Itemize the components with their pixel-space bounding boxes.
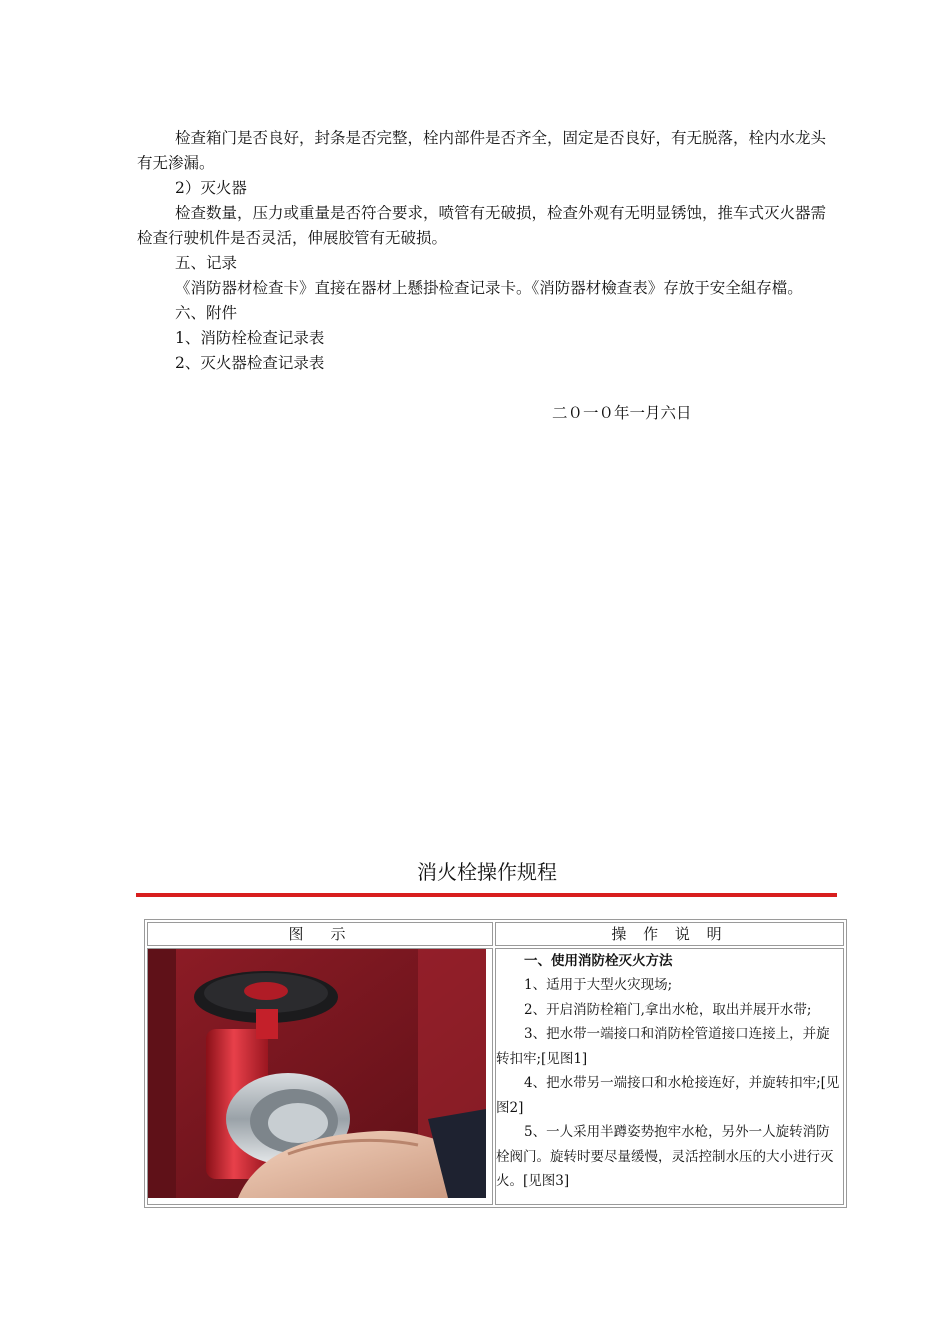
heading-records: 五、记录	[175, 254, 238, 272]
column-header-illustration: 图 示	[147, 922, 493, 946]
title-underline	[136, 893, 837, 897]
step-4: 4、把水带另一端接口和水枪接连好，并旋转扣牢;[见图2]	[496, 1075, 840, 1116]
step-2: 2、开启消防栓箱门,拿出水枪，取出并展开水带;	[524, 1001, 812, 1018]
heading-extinguisher: 2）灭火器	[175, 179, 247, 197]
illustration-cell	[147, 948, 493, 1205]
procedure-table	[144, 919, 847, 1208]
instructions-cell	[495, 948, 844, 1205]
document-date: 二０一０年一月六日	[552, 404, 692, 422]
step-3: 3、把水带一端接口和消防栓管道接口连接上，并旋转扣牢;[见图1]	[496, 1026, 830, 1067]
paragraph-inspect-extinguisher: 检查数量，压力或重量是否符合要求，喷管有无破损，检查外观有无明显锈蚀，推车式灭火器需检查行驶机件是否灵活，伸展胶管有无破损。	[137, 204, 827, 247]
paragraph-records: 《消防器材检查卡》直接在器材上懸掛检查记录卡。《消防器材檢查表》存放于安全組存檔。	[175, 279, 803, 297]
hydrant-photo	[148, 949, 486, 1198]
instructions-section-title: 一、使用消防栓灭火方法	[524, 953, 673, 969]
procedure-title: 消火栓操作规程	[417, 860, 557, 884]
paragraph-inspect-box: 检查箱门是否良好，封条是否完整，栓内部件是否齐全，固定是否良好，有无脱落，栓内水龙头有无渗漏。	[137, 129, 827, 172]
step-5: 5、一人采用半蹲姿势抱牢水枪，另外一人旋转消防栓阀门。旋转时要尽量缓慢，灵活控制水压的大小进行灭火。[见图3]	[496, 1124, 834, 1189]
column-header-instructions: 操 作 说 明	[495, 922, 844, 946]
attachment-item-1: 1、消防栓检查记录表	[175, 329, 325, 347]
attachment-item-2: 2、灭火器检查记录表	[175, 354, 325, 372]
step-1: 1、适用于大型火灾现场;	[524, 977, 673, 993]
heading-attachments: 六、附件	[175, 304, 238, 322]
